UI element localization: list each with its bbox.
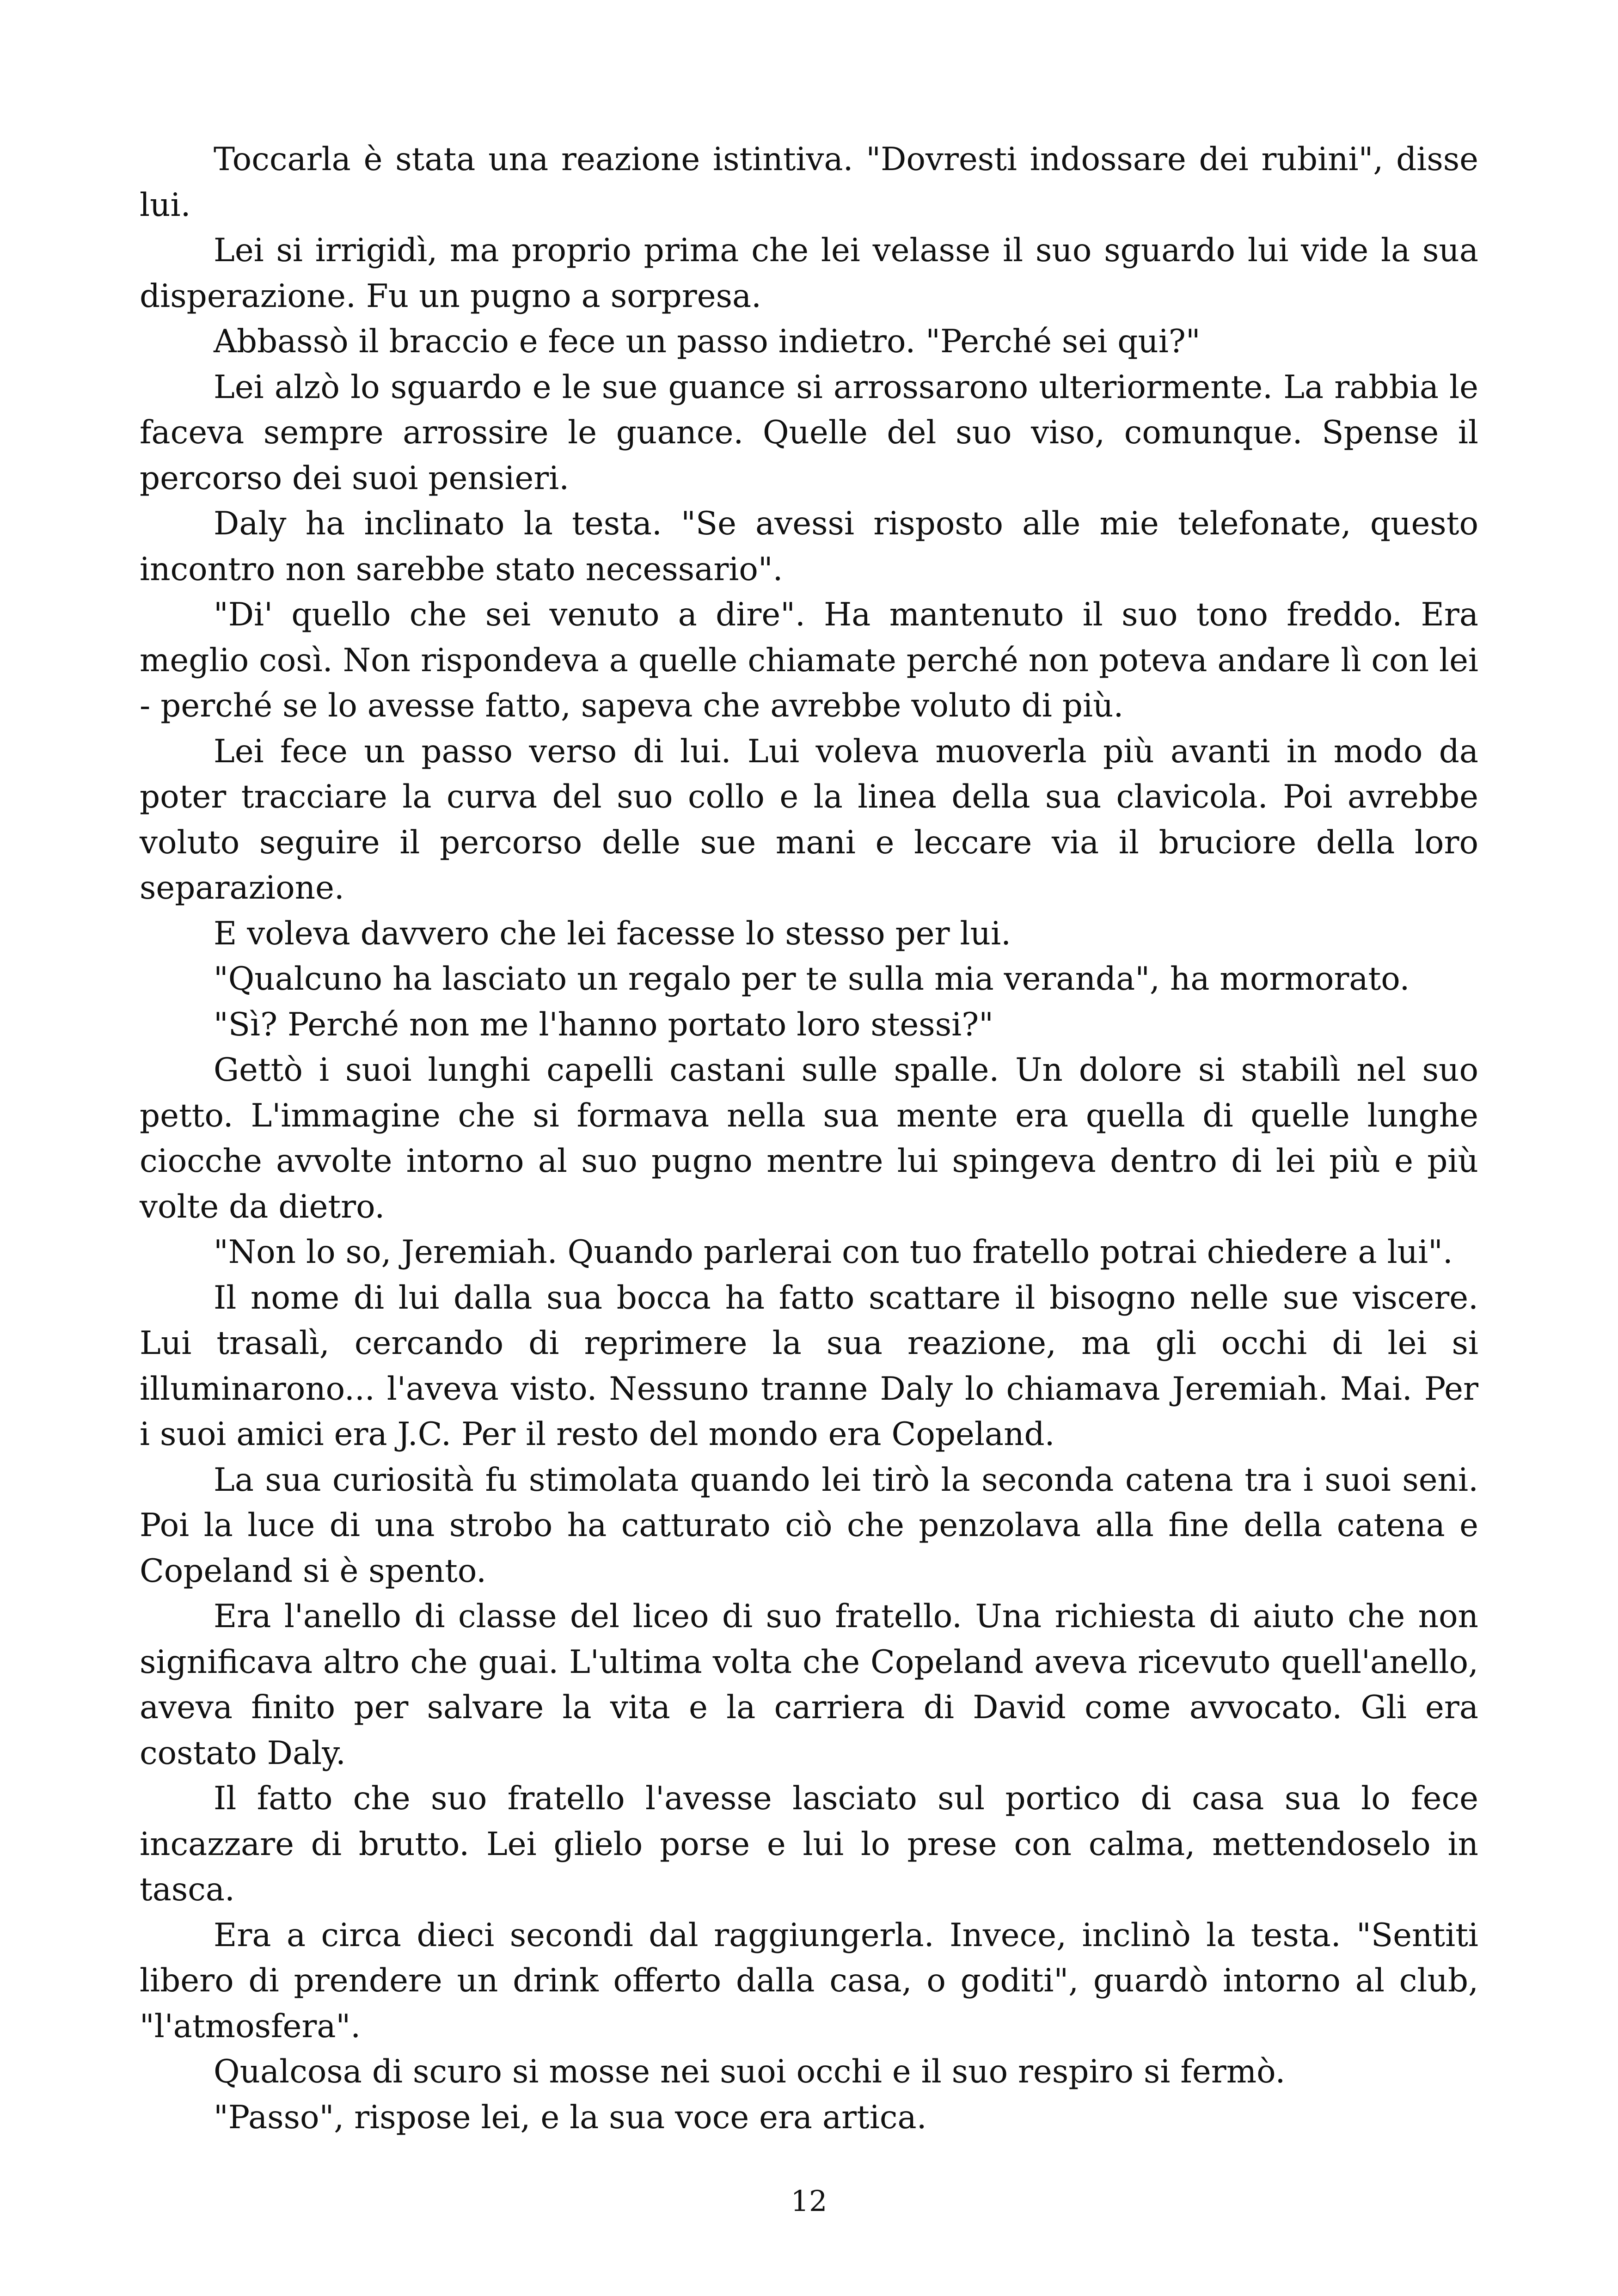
paragraph: Era l'anello di classe del liceo di suo fratello. Una richiesta di aiuto che non significava altro che guai. L'ultima volta che Copeland aveva ricevuto quell'anello, aveva finito per salvare la vita e la carriera di David come avvocato. Gli era costato Daly.	[140, 1598, 1478, 1772]
paragraph: Il nome di lui dalla sua bocca ha fatto scattare il bisogno nelle sue viscere. Lui trasalì, cercando di reprimere la sua reazione, ma gli occhi di lei si illuminarono... l'aveva visto. Nessuno tranne Daly lo chiamava Jeremiah. Mai. Per i suoi amici era J.C. Per il resto del mondo era Copeland.	[140, 1279, 1478, 1453]
paragraph: Il fatto che suo fratello l'avesse lasciato sul portico di casa sua lo fece incazzare di brutto. Lei glielo porse e lui lo prese con calma, mettendoselo in tasca.	[140, 1780, 1478, 1908]
paragraph: "Non lo so, Jeremiah. Quando parlerai con tuo fratello potrai chiedere a lui".	[214, 1234, 1453, 1271]
paragraph: E voleva davvero che lei facesse lo stesso per lui.	[214, 915, 1011, 952]
body-text	[140, 137, 1478, 2140]
paragraph: Gettò i suoi lunghi capelli castani sulle spalle. Un dolore si stabilì nel suo petto. L'immagine che si formava nella sua mente era quella di quelle lunghe ciocche avvolte intorno al suo pugno mentre lui spingeva dentro di lei più e più volte da dietro.	[140, 1052, 1478, 1225]
paragraph: Abbassò il braccio e fece un passo indietro. "Perché sei qui?"	[214, 323, 1201, 360]
paragraph: Daly ha inclinato la testa. "Se avessi risposto alle mie telefonate, questo incontro non sarebbe stato necessario".	[140, 505, 1478, 588]
paragraph: Lei fece un passo verso di lui. Lui voleva muoverla più avanti in modo da poter tracciare la curva del suo collo e la linea della sua clavicola. Poi avrebbe voluto seguire il percorso delle sue mani e leccare via il bruciore della loro separazione.	[140, 733, 1478, 906]
paragraph: "Passo", rispose lei, e la sua voce era artica.	[214, 2099, 927, 2136]
paragraph: Qualcosa di scuro si mosse nei suoi occhi e il suo respiro si fermò.	[214, 2053, 1286, 2090]
paragraph: Toccarla è stata una reazione istintiva. "Dovresti indossare dei rubini", disse lui.	[140, 141, 1478, 224]
paragraph: Lei alzò lo sguardo e le sue guance si arrossarono ulteriormente. La rabbia le faceva sempre arrossire le guance. Quelle del suo viso, comunque. Spense il percorso dei suoi pensieri.	[140, 368, 1478, 497]
page-number: 12	[791, 2184, 827, 2218]
paragraph: "Sì? Perché non me l'hanno portato loro stessi?"	[214, 1006, 993, 1043]
paragraph: Lei si irrigidì, ma proprio prima che lei velasse il suo sguardo lui vide la sua disperazione. Fu un pugno a sorpresa.	[140, 232, 1478, 315]
paragraph: Era a circa dieci secondi dal raggiungerla. Invece, inclinò la testa. "Sentiti libero di prendere un drink offerto dalla casa, o goditi", guardò intorno al club, "l'atmosfera".	[140, 1916, 1478, 2045]
paragraph: "Di' quello che sei venuto a dire". Ha mantenuto il suo tono freddo. Era meglio così. Non rispondeva a quelle chiamate perché non poteva andare lì con lei - perché se lo avesse fatto, sapeva che avrebbe voluto di più.	[140, 596, 1478, 724]
paragraph: "Qualcuno ha lasciato un regalo per te sulla mia veranda", ha mormorato.	[214, 961, 1410, 998]
paragraph: La sua curiosità fu stimolata quando lei tirò la seconda catena tra i suoi seni. Poi la luce di una strobo ha catturato ciò che penzolava alla fine della catena e Copeland si è spento.	[140, 1461, 1478, 1590]
